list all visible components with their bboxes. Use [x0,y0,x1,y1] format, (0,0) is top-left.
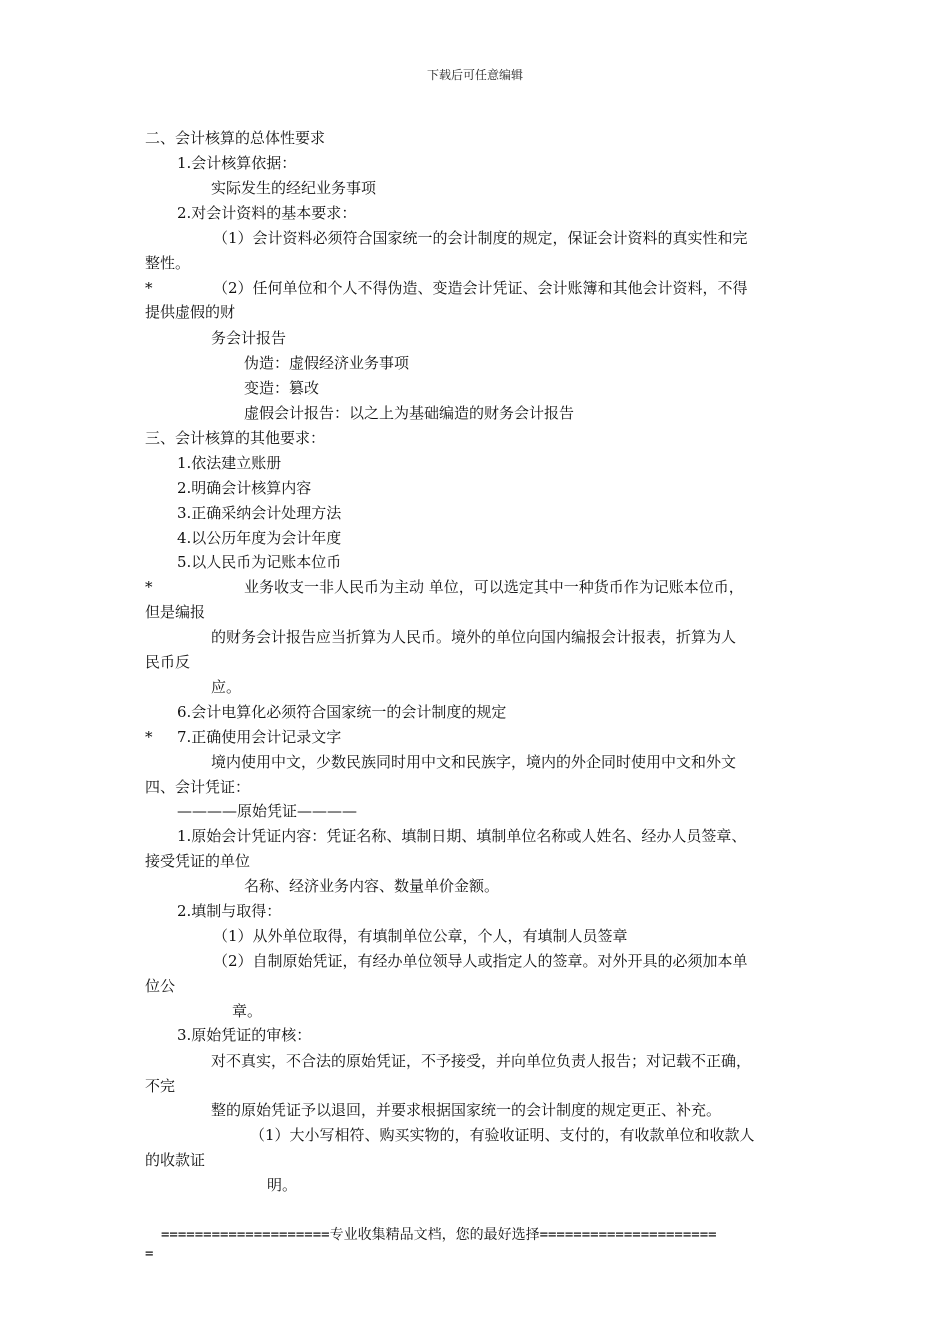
text-line: 的收款证 [145,1151,206,1169]
text-line: （1）大小写相符、购买实物的，有验收证明、支付的，有收款单位和收款人 [250,1126,755,1144]
text-line: 的财务会计报告应当折算为人民币。境外的单位向国内编报会计报表，折算为人 [211,628,737,646]
text-line: 接受凭证的单位 [145,852,251,870]
text-line: 提供虚假的财 [145,303,236,321]
text-line: 5.以人民币为记账本位币 [177,553,342,571]
text-line: 4.以公历年度为会计年度 [177,529,342,547]
section-heading-3: 三、会计核算的其他要求： [145,429,326,447]
text-line: 但是编报 [145,603,206,621]
text-line: 6.会计电算化必须符合国家统一的会计制度的规定 [177,703,507,721]
text-line: 应。 [211,678,242,696]
bullet-star: * [145,578,153,596]
section-heading-4: 四、会计凭证： [145,778,251,796]
text-line: 整性。 [145,254,191,272]
bullet-star: * [145,279,153,297]
text-line: 7.正确使用会计记录文字 [177,728,342,746]
text-line: 伪造：虚假经济业务事项 [244,354,410,372]
text-line: 民币反 [145,653,191,671]
footer-banner: ====================专业收集精品文档，您的最好选择===================== [161,1227,717,1243]
text-line: 1.原始会计凭证内容：凭证名称、填制日期、填制单位名称或人姓名、经办人员签章、 [177,827,747,845]
text-line: 业务收支一非人民币为主动 单位，可以选定其中一种货币作为记账本位币， [244,578,744,596]
text-line: 位公 [145,977,176,995]
text-line: 境内使用中文，少数民族同时用中文和民族字，境内的外企同时使用中文和外文 [211,753,737,771]
text-line: （1）从外单位取得，有填制单位公章，个人，有填制人员签章 [213,927,628,945]
bullet-star: * [145,728,153,746]
text-line: 1.依法建立账册 [177,454,282,472]
subsection-divider: ————原始凭证———— [177,802,358,820]
text-line: 对不真实，不合法的原始凭证，不予接受，并向单位负责人报告；对记载不正确， [211,1052,752,1070]
text-line: 名称、经济业务内容、数量单价金额。 [244,877,500,895]
text-line: （1）会计资料必须符合国家统一的会计制度的规定，保证会计资料的真实性和完 [213,229,748,247]
text-line: 3.原始凭证的审核： [177,1026,312,1044]
text-line: 3.正确采纳会计处理方法 [177,504,342,522]
text-line: 务会计报告 [211,329,287,347]
page-header-note: 下载后可任意编辑 [426,68,523,82]
text-line: 章。 [232,1002,263,1020]
text-line: 1.会计核算依据： [177,154,297,172]
section-heading-2: 二、会计核算的总体性要求 [145,129,326,147]
text-line: 变造：篡改 [244,379,320,397]
text-line: 明。 [267,1176,298,1194]
text-line: 2.对会计资料的基本要求： [177,204,357,222]
text-line: 虚假会计报告：以之上为基础编造的财务会计报告 [244,404,575,422]
text-line: 不完 [145,1077,176,1095]
text-line: 整的原始凭证予以退回，并要求根据国家统一的会计制度的规定更正、补充。 [211,1101,722,1119]
text-line: 2.填制与取得： [177,902,282,920]
text-line: （2）任何单位和个人不得伪造、变造会计凭证、会计账簿和其他会计资料，不得 [213,279,748,297]
text-line: （2）自制原始凭证，有经办单位领导人或指定人的签章。对外开具的必须加本单 [213,952,748,970]
footer-banner-tail: = [145,1246,154,1262]
text-line: 实际发生的经纪业务事项 [211,179,377,197]
text-line: 2.明确会计核算内容 [177,479,312,497]
